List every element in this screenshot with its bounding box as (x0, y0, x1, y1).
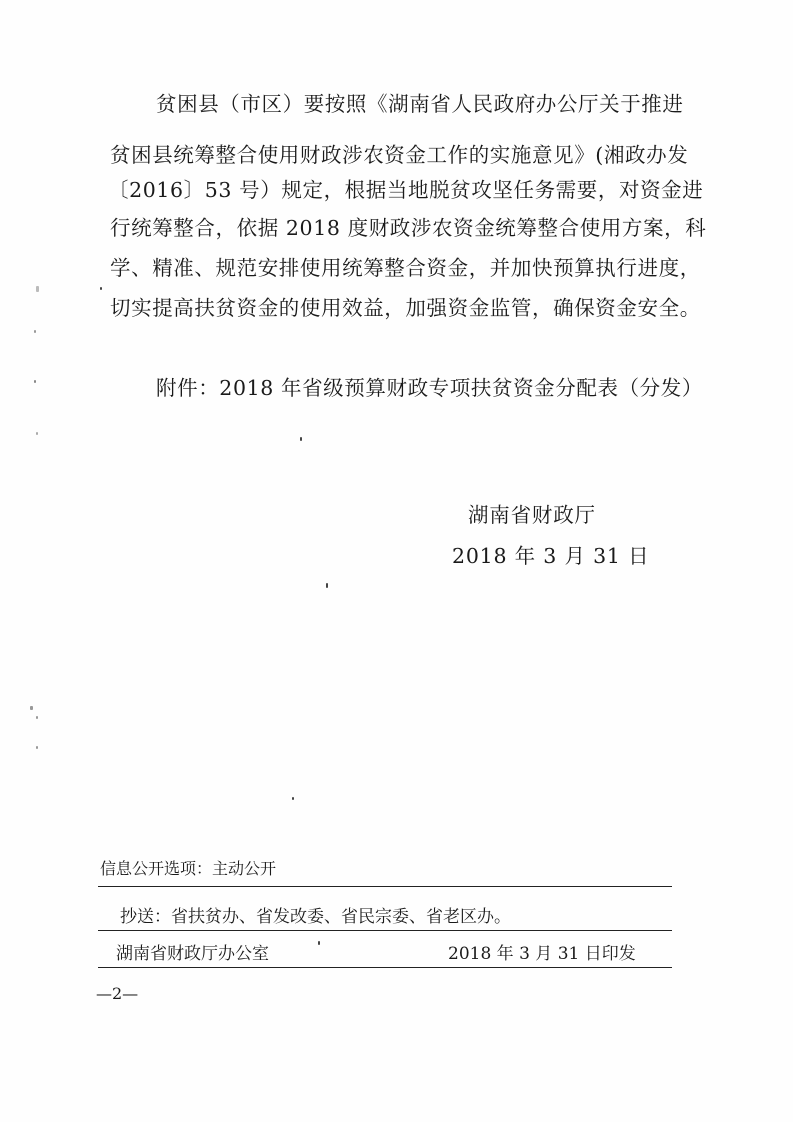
scan-speck (36, 432, 38, 435)
scan-speck (318, 941, 320, 945)
scan-speck (36, 746, 38, 749)
issue-date: 2018 年 3 月 31 日印发 (448, 944, 636, 964)
scan-speck (100, 287, 102, 290)
body-line-3: 〔2016〕53 号）规定，根据当地脱贫攻坚任务需要，对资金进 (108, 178, 704, 202)
attachment-line: 附件：2018 年省级预算财政专项扶贫资金分配表（分发） (156, 376, 703, 400)
signature-org: 湖南省财政厅 (468, 503, 596, 527)
scan-speck (34, 380, 36, 383)
body-line-6: 切实提高扶贫资金的使用效益，加强资金监管，确保资金安全。 (110, 296, 701, 320)
scan-speck (36, 286, 39, 292)
footer-rule-top (98, 886, 672, 887)
disclosure-option: 信息公开选项：主动公开 (100, 859, 277, 878)
body-line-2: 贫困县统筹整合使用财政涉农资金工作的实施意见》(湘政办发 (110, 143, 689, 167)
issuer-name: 湖南省财政厅办公室 (116, 944, 269, 964)
body-line-1: 贫困县（市区）要按照《湖南省人民政府办公厅关于推进 (156, 92, 684, 116)
footer-rule-middle (98, 930, 672, 931)
scan-speck (292, 797, 294, 800)
scan-speck (30, 706, 33, 710)
page-number: —2— (96, 984, 139, 1003)
scan-speck (300, 437, 302, 441)
body-line-4: 行统筹整合，依据 2018 度财政涉农资金统筹整合使用方案，科 (110, 216, 707, 240)
body-line-5: 学、精准、规范安排使用统筹整合资金，并加快预算执行进度， (110, 256, 701, 280)
scan-speck (326, 583, 328, 588)
signature-date: 2018 年 3 月 31 日 (452, 544, 650, 568)
footer-rule-bottom (98, 967, 672, 968)
scan-speck (34, 330, 36, 333)
scan-speck (36, 716, 38, 719)
cc-line: 抄送：省扶贫办、省发改委、省民宗委、省老区办。 (120, 907, 511, 927)
